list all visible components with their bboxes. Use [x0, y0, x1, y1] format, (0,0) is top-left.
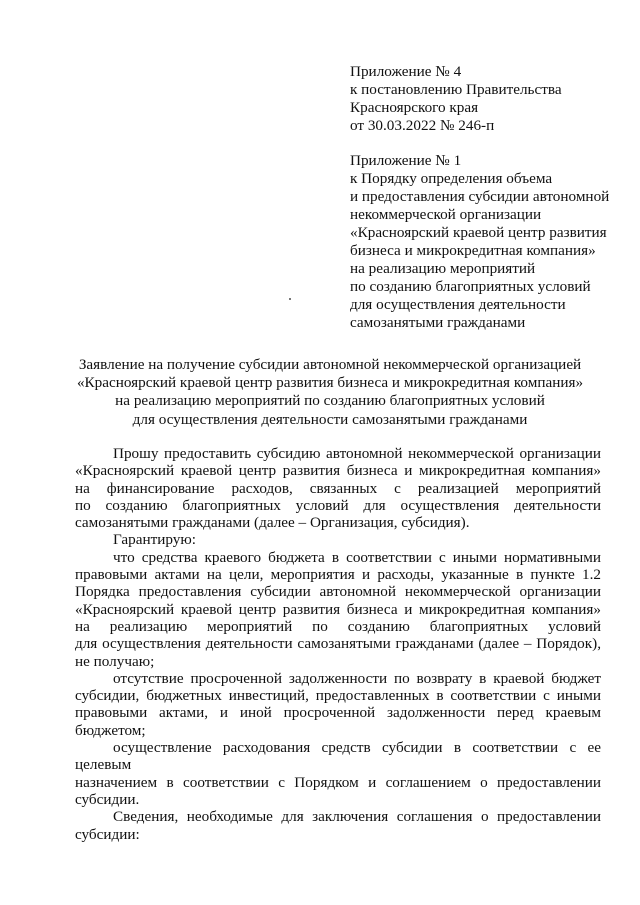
title-line: «Красноярский краевой центр развития бизнеса и микрокредитная компания» [76, 374, 584, 392]
title-line: на реализацию мероприятий по созданию благоприятных условий [115, 392, 545, 410]
attachment-1-line: к Порядку определения объема [350, 170, 553, 187]
attachment-4-line: Приложение № 4 [350, 63, 462, 80]
body-line: Гарантирую: [113, 531, 196, 549]
attachment-1-line: «Красноярский краевой центр развития [350, 224, 607, 241]
scan-speck [289, 298, 291, 300]
attachment-4-header [350, 63, 620, 135]
attachment-4-line: Красноярского края [350, 99, 479, 116]
body-line: субсидии, бюджетных инвестиций, предоставленных в соответствии с иными [75, 687, 601, 705]
attachment-1-header [350, 152, 620, 332]
body-line: не получаю; [75, 652, 155, 670]
attachment-1-line: бизнеса и микрокредитная компания» [350, 242, 596, 259]
document-body [75, 445, 601, 843]
attachment-1-line: Приложение № 1 [350, 152, 462, 169]
body-line: Сведения, необходимые для заключения соглашения о предоставлении [113, 808, 601, 826]
attachment-4-line: от 30.03.2022 № 246-п [350, 117, 495, 134]
body-line: «Красноярский краевой центр развития бизнеса и микрокредитная компания» [75, 462, 601, 480]
attachment-1-line: некоммерческой организации [350, 206, 542, 223]
attachment-1-line: самозанятыми гражданами [350, 314, 526, 331]
title-line: для осуществления деятельности самозанятыми гражданами [132, 410, 528, 428]
attachment-1-line: на реализацию мероприятий [350, 260, 536, 277]
body-line: Порядка предоставления субсидии автономной некоммерческой организации [75, 583, 601, 601]
body-line: для осуществления деятельности самозанятыми гражданами (далее – Порядок), [75, 635, 601, 653]
body-line: субсидии: [75, 825, 140, 843]
body-line: что средства краевого бюджета в соответствии с иными нормативными [113, 548, 601, 566]
body-line: по созданию благоприятных условий для осуществления деятельности [75, 496, 601, 514]
body-line: субсидии. [75, 790, 140, 808]
body-line: отсутствие просроченной задолженности по возврату в краевой бюджет [113, 669, 601, 687]
body-line: правовыми актами на цели, мероприятия и расходы, указанные в пункте 1.2 [75, 566, 601, 584]
body-line: на реализацию мероприятий по созданию благоприятных условий [75, 617, 601, 635]
document-title [60, 356, 600, 429]
title-line: Заявление на получение субсидии автономной некоммерческой организацией [78, 356, 582, 373]
body-line: назначением в соответствии с Порядком и соглашением о предоставлении [75, 773, 601, 791]
body-line: самозанятыми гражданами (далее – Организация, субсидия). [75, 514, 470, 532]
attachment-1-line: по созданию благоприятных условий [350, 278, 591, 295]
attachment-1-line: и предоставления субсидии автономной [350, 188, 610, 205]
body-line: Прошу предоставить субсидию автономной некоммерческой организации [113, 445, 601, 462]
attachment-4-line: к постановлению Правительства [350, 81, 562, 98]
body-line: на финансирование расходов, связанных с реализацией мероприятий [75, 479, 601, 497]
body-line: «Красноярский краевой центр развития бизнеса и микрокредитная компания» [75, 600, 601, 618]
attachment-1-line: для осуществления деятельности [350, 296, 566, 313]
body-line: осуществление расходования средств субсидии в соответствии с ее целевым [75, 739, 601, 774]
body-line: бюджетом; [75, 721, 146, 739]
body-line: правовыми актами, и иной просроченной задолженности перед краевым [75, 704, 601, 722]
